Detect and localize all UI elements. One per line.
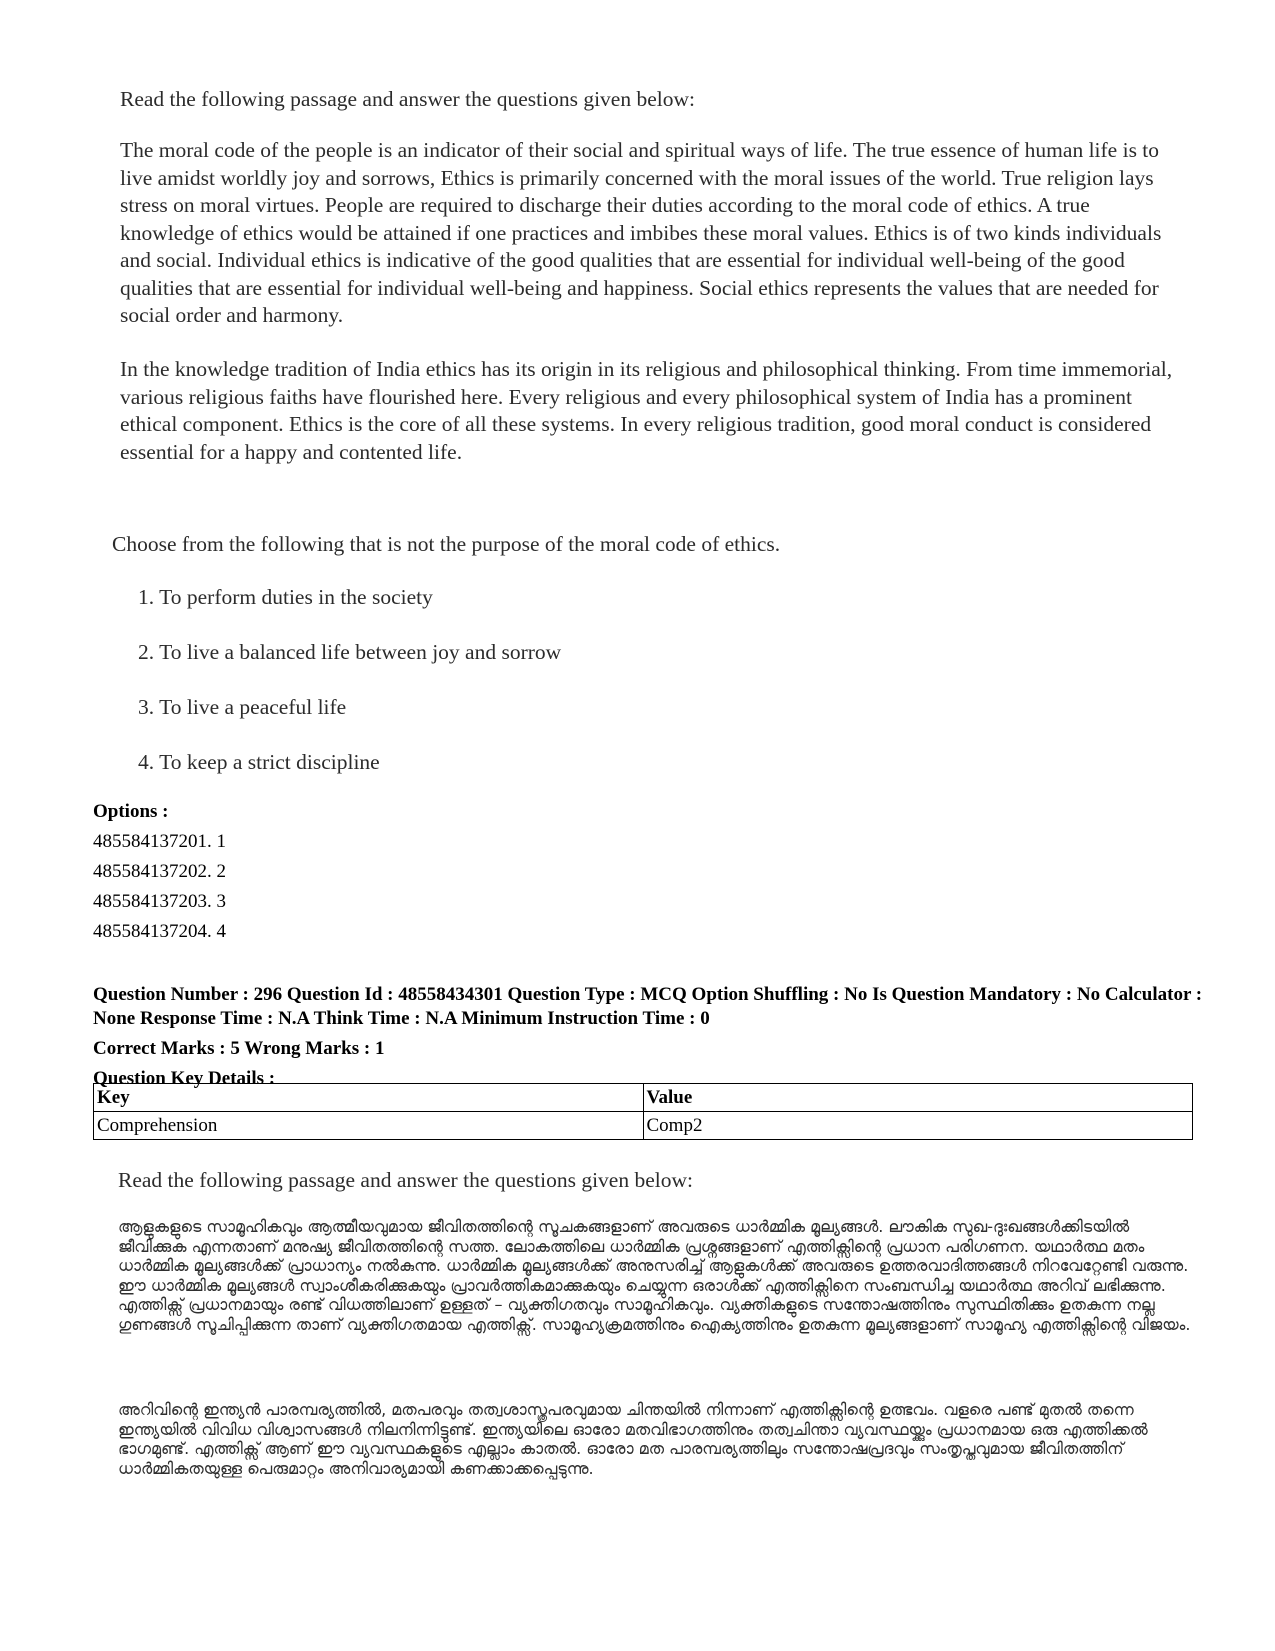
choice-item: 3. To live a peaceful life: [138, 695, 347, 719]
malayalam-paragraph: ആളുകളുടെ സാമൂഹികവും ആത്മീയവുമായ ജീവിതത്തിന്റെ സൂചകങ്ങളാണ് അവരുടെ ധാർമ്മിക മൂല്യങ്ങൾ. ലൗകിക സുഖ-ദുഃഖങ്ങൾക്കിടയിൽ ജീവിക്കുക എന്നതാണ് മനുഷ്യ ജീവിതത്തിന്റെ സത്ത. ലോകത്തിലെ ധാർമ്മിക പ്രശ്നങ്ങളാണ് എത്തിക്സിന്റെ പ്രധാന പരിഗണന. യഥാർത്ഥ മതം ധാർമ്മിക മൂല്യങ്ങൾക്ക് പ്രാധാന്യം നൽകുന്നു. ധാർമ്മിക മൂല്യങ്ങൾക്ക് അനുസരിച്ച് ആളുകൾക്ക് അവരുടെ ഉത്തരവാദിത്തങ്ങൾ നിറവേറ്റേണ്ടി വരുന്നു. ഈ ധാർമ്മിക മൂല്യങ്ങൾ സ്വാംശീകരിക്കുകയും പ്രാവർത്തികമാക്കുകയും ചെയ്യുന്ന ഒരാൾക്ക് എത്തിക്സിനെ സംബന്ധിച്ച യഥാർത്ഥ അറിവ് ലഭിക്കുന്നു. എത്തിക്സ് പ്രധാനമായും രണ്ട് വിധത്തിലാണ് ഉള്ളത് – വ്യക്തിഗതവും സാമൂഹികവും. വ്യക്തികളുടെ സന്തോഷത്തിനും സുസ്ഥിതിക്കും ഉതകുന്ന നല്ല ഗുണങ്ങൾ സൂചിപ്പിക്കുന്ന താണ് വ്യക്തിഗതമായ എത്തിക്സ്. സാമൂഹ്യക്രമത്തിനും ഐക്യത്തിനും ഉതകുന്ന മൂല്യങ്ങളാണ് സാമൂഹ്യ എത്തിക്സിന്റെ വിജയം.: [118, 1217, 1191, 1334]
question-text: Choose from the following that is not the purpose of the moral code of ethics.: [112, 532, 781, 556]
table-header-cell: Value: [643, 1084, 1193, 1112]
option-item: 485584137204. 4: [93, 921, 226, 942]
choice-item: 2. To live a balanced life between joy and sorrow: [138, 640, 562, 664]
passage-paragraph-text: In the knowledge tradition of India ethics has its origin in its religious and philosophical thinking. From time immemorial, various religious faiths have flourished here. Every religious and every philosophical system of India has a prominent ethical component. Ethics is the core of all these systems. In every religious tradition, good moral conduct is considered essential for a happy and contented life.: [120, 357, 1173, 464]
table-row: [94, 1112, 1193, 1140]
passage-heading: Read the following passage and answer the questions given below:: [120, 87, 695, 111]
marks-info: Correct Marks : 5 Wrong Marks : 1: [93, 1038, 385, 1059]
table-cell: Comp2: [643, 1112, 1193, 1140]
passage-paragraph: [120, 137, 1180, 330]
option-item: 485584137203. 3: [93, 891, 226, 912]
options-label: Options :: [93, 801, 169, 822]
table-cell: Comprehension: [94, 1112, 644, 1140]
passage-paragraph-text: The moral code of the people is an indicator of their social and spiritual ways of life. The true essence of human life is to live amidst worldly joy and sorrows, Ethics is primarily concerned with the moral issues of the world. True religion lays stress on moral virtues. People are required to discharge their duties according to the moral code of ethics. A true knowledge of ethics would be attained if one practices and imbibes these moral values. Ethics is of two kinds individuals and social. Individual ethics is indicative of the good qualities that are essential for individual well-being of the good qualities that are essential for individual well-being and happiness. Social ethics represents the values that are needed for social order and harmony.: [120, 138, 1162, 327]
option-item: 485584137202. 2: [93, 861, 226, 882]
choice-item: 1. To perform duties in the society: [138, 585, 433, 609]
malayalam-paragraph: അറിവിന്റെ ഇന്ത്യൻ പാരമ്പര്യത്തിൽ, മതപരവും തത്വശാസ്ത്രപരവുമായ ചിന്തയിൽ നിന്നാണ് എത്തിക്സിന്റെ ഉത്ഭവം. വളരെ പണ്ട് മുതൽ തന്നെ ഇന്ത്യയിൽ വിവിധ വിശ്വാസങ്ങൾ നിലനിന്നിട്ടുണ്ട്. ഇന്ത്യയിലെ ഓരോ മതവിഭാഗത്തിനും തത്വചിന്താ വ്യവസ്ഥയ്ക്കും പ്രധാനമായ ഒരു എത്തിക്കൽ ഭാഗമുണ്ട്. എത്തിക്സ് ആണ് ഈ വ്യവസ്ഥകളുടെ എല്ലാം കാതൽ. ഓരോ മത പാരമ്പര്യത്തിലും സന്തോഷപ്രദവും സംതൃപ്തവുമായ ജീവിതത്തിന് ധാർമ്മികതയുള്ള പെരുമാറ്റം അനിവാര്യമായി കണക്കാക്കപ്പെടുന്നു.: [118, 1400, 1148, 1478]
table-header-row: [94, 1084, 1193, 1112]
option-item: 485584137201. 1: [93, 831, 226, 852]
passage-heading: Read the following passage and answer the questions given below:: [118, 1168, 693, 1192]
question-info: Question Number : 296 Question Id : 48558434301 Question Type : MCQ Option Shuffling : No Is Question Mandatory : No Calculator : None Response Time : N.A Think Time : N.A Minimum Instruction Time : 0: [93, 984, 1203, 1029]
key-details-label: Question Key Details :: [93, 1068, 276, 1089]
table-header-cell: Key: [94, 1084, 644, 1112]
choice-list: [138, 584, 561, 804]
key-table: [93, 1083, 1193, 1140]
choice-item: 4. To keep a strict discipline: [138, 750, 380, 774]
question-meta: [93, 983, 1203, 1091]
options-block: [93, 797, 226, 947]
passage-paragraph: [120, 356, 1180, 466]
